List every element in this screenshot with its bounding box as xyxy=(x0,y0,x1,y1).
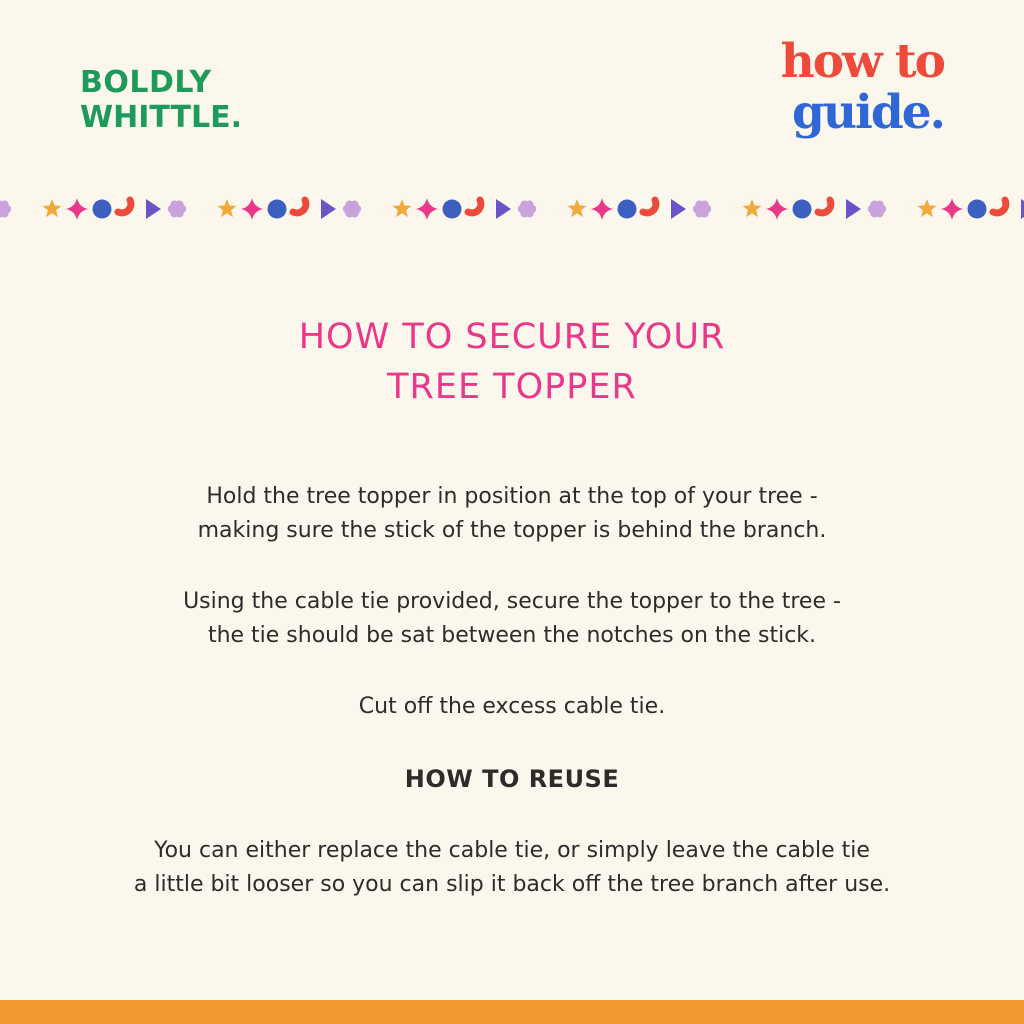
step-2-line-1: Using the cable tie provided, secure the topper to the tree - xyxy=(183,589,841,614)
triangle-icon xyxy=(496,199,511,219)
step-1-line-2: making sure the stick of the topper is behind the branch. xyxy=(197,518,827,543)
crescent-icon xyxy=(545,200,561,217)
sparkle-icon xyxy=(66,198,88,220)
sparkle-icon xyxy=(416,198,438,220)
step-3-text xyxy=(0,690,1024,724)
crescent-icon xyxy=(895,200,911,217)
page-title xyxy=(0,312,1024,412)
star-icon xyxy=(918,199,937,217)
step-1-text xyxy=(0,480,1024,548)
arc-icon xyxy=(643,200,656,213)
arc-icon xyxy=(818,200,831,213)
circle-icon xyxy=(793,200,812,219)
arc-icon xyxy=(468,200,481,213)
crescent-icon xyxy=(720,200,736,217)
flower-icon xyxy=(343,201,361,218)
circle-icon xyxy=(968,200,987,219)
triangle-icon xyxy=(671,199,686,219)
star-icon xyxy=(393,199,412,217)
guide-heading-line-1: how to xyxy=(780,34,944,89)
step-2-text xyxy=(0,585,1024,653)
triangle-icon xyxy=(846,199,861,219)
arc-icon xyxy=(118,200,131,213)
flower-icon xyxy=(693,201,711,218)
flower-icon xyxy=(868,201,886,218)
arc-icon xyxy=(993,200,1006,213)
reuse-text xyxy=(0,834,1024,902)
sparkle-icon xyxy=(766,198,788,220)
page-title-line-1: HOW TO SECURE YOUR xyxy=(298,317,726,357)
star-icon xyxy=(218,199,237,217)
sparkle-icon xyxy=(941,198,963,220)
decorative-pattern-strip xyxy=(0,192,1024,226)
circle-icon xyxy=(443,200,462,219)
reuse-line-1: You can either replace the cable tie, or simply leave the cable tie xyxy=(154,838,870,863)
footer-bar xyxy=(0,1000,1024,1024)
flower-icon xyxy=(518,201,536,218)
circle-icon xyxy=(618,200,637,219)
triangle-icon xyxy=(146,199,161,219)
svg-text:BOLDLY: BOLDLY xyxy=(80,65,212,100)
reuse-heading: HOW TO REUSE xyxy=(404,765,620,793)
triangle-icon xyxy=(321,199,336,219)
arc-icon xyxy=(293,200,306,213)
crescent-icon xyxy=(20,200,36,217)
guide-heading-line-2: guide. xyxy=(791,85,944,140)
step-1-line-1: Hold the tree topper in position at the top of your tree - xyxy=(206,484,818,509)
svg-text:WHITTLE.: WHITTLE. xyxy=(80,100,242,134)
circle-icon xyxy=(93,200,112,219)
star-icon xyxy=(43,199,62,217)
page-title-line-2: TREE TOPPER xyxy=(387,367,637,407)
sparkle-icon xyxy=(591,198,613,220)
flower-icon xyxy=(168,201,186,218)
crescent-icon xyxy=(195,200,211,217)
sparkle-icon xyxy=(241,198,263,220)
star-icon xyxy=(568,199,587,217)
flower-icon xyxy=(0,201,11,218)
star-icon xyxy=(743,199,762,217)
circle-icon xyxy=(268,200,287,219)
main-content xyxy=(0,312,1024,902)
crescent-icon xyxy=(370,200,386,217)
step-2-line-2: the tie should be sat between the notches on the stick. xyxy=(207,623,817,648)
brand-logo xyxy=(80,64,266,134)
how-to-guide-heading xyxy=(744,34,944,140)
reuse-line-2: a little bit looser so you can slip it back off the tree branch after use. xyxy=(133,872,891,897)
step-3-line-1: Cut off the excess cable tie. xyxy=(358,694,666,719)
